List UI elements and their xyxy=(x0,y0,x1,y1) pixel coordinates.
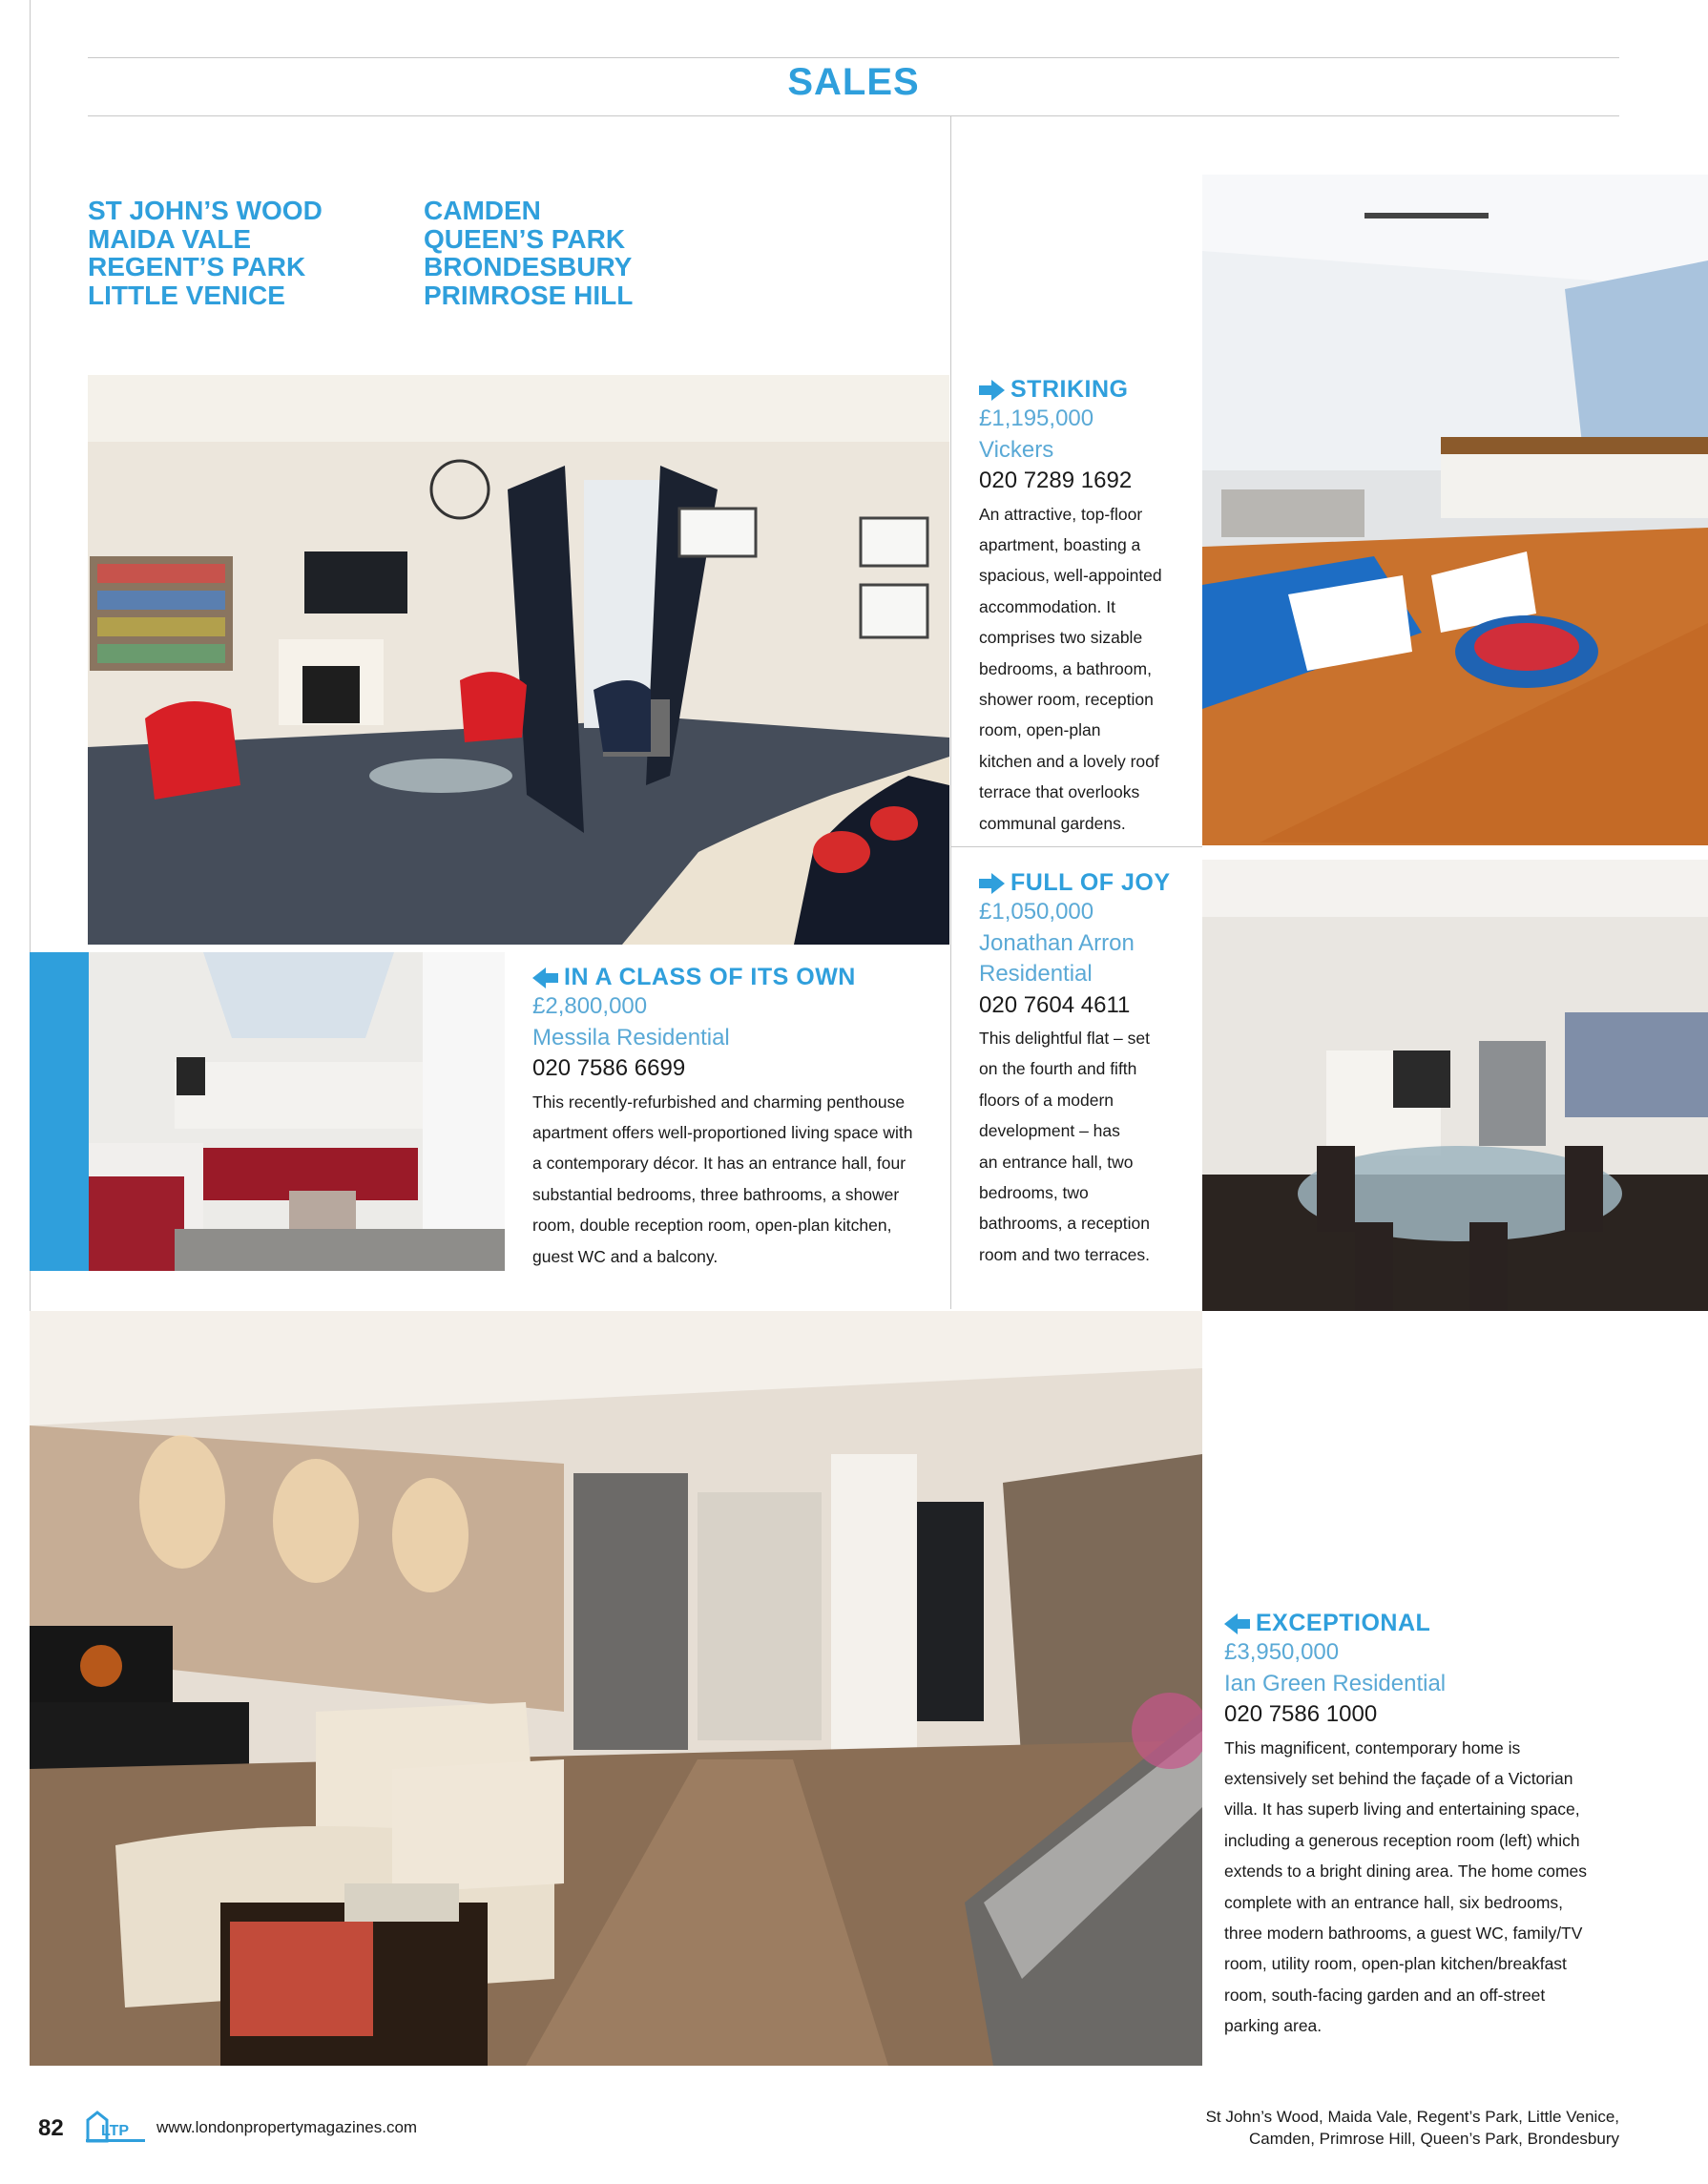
description-line: accommodation. It xyxy=(979,596,1115,616)
listing-description xyxy=(979,1023,1198,1270)
listing-price: £3,950,000 xyxy=(1224,1639,1340,1665)
footer-url[interactable]: www.londonpropertymagazines.com xyxy=(156,2118,418,2136)
dining-room-photo xyxy=(1202,860,1708,1311)
area-item: BRONDESBURY xyxy=(424,252,633,281)
area-item: ST JOHN’S WOOD xyxy=(88,196,323,225)
description-line: bathrooms, a reception xyxy=(979,1214,1150,1234)
description-line: on the fourth and fifth xyxy=(979,1059,1137,1079)
footer-areas xyxy=(1206,2106,1619,2150)
logo-text: LTP xyxy=(101,2123,130,2139)
reception-room-photo xyxy=(30,1311,1202,2066)
description-line: kitchen and a lovely roof xyxy=(979,751,1159,771)
description-line: room and two terraces. xyxy=(979,1244,1150,1264)
description-line: complete with an entrance hall, six bedrooms, xyxy=(1224,1892,1564,1912)
listing-description xyxy=(1224,1733,1644,2042)
area-list-2 xyxy=(424,197,633,309)
listing-agent: Jonathan Arron xyxy=(979,929,1135,956)
headline-text: EXCEPTIONAL xyxy=(1256,1610,1431,1636)
description-line: This delightful flat – set xyxy=(979,1029,1150,1048)
description-line: room, open-plan xyxy=(979,720,1101,740)
listing-description xyxy=(532,1087,952,1272)
accent-bar xyxy=(30,952,89,1271)
description-line: an entrance hall, two xyxy=(979,1152,1134,1172)
listing-striking xyxy=(979,376,1198,839)
description-line: parking area. xyxy=(1224,2016,1323,2036)
description-line: terrace that overlooks xyxy=(979,782,1140,802)
listing-price: £1,195,000 xyxy=(979,406,1094,431)
listing-price: £2,800,000 xyxy=(532,993,648,1019)
listing-phone: 020 7586 1000 xyxy=(1224,1701,1378,1727)
header-bottom-rule xyxy=(88,115,1619,116)
description-line: three modern bathrooms, a guest WC, family/TV xyxy=(1224,1923,1583,1943)
description-line: including a generous reception room (left) which xyxy=(1224,1830,1580,1850)
penthouse-kitchen-photo xyxy=(89,952,505,1271)
listing-phone: 020 7289 1692 xyxy=(979,468,1133,493)
arrow-right-icon xyxy=(979,380,1005,401)
area-item: PRIMROSE HILL xyxy=(424,280,634,310)
listing-agent: Residential xyxy=(979,961,1093,987)
description-line: guest WC and a balcony. xyxy=(532,1246,719,1266)
area-item: CAMDEN xyxy=(424,196,541,225)
description-line: development – has xyxy=(979,1121,1120,1141)
headline-text: STRIKING xyxy=(1010,376,1129,403)
listing-description xyxy=(979,499,1198,839)
listing-price: £1,050,000 xyxy=(979,899,1094,925)
description-line: This recently-refurbished and charming penthouse xyxy=(532,1092,906,1112)
footer-areas-line: St John’s Wood, Maida Vale, Regent’s Park, Little Venice, xyxy=(1205,2108,1619,2126)
description-line: shower room, reception xyxy=(979,689,1154,709)
listing-phone: 020 7586 6699 xyxy=(532,1055,686,1081)
description-line: This magnificent, contemporary home is xyxy=(1224,1737,1521,1758)
description-line: bedrooms, two xyxy=(979,1183,1089,1203)
description-line: extensively set behind the façade of a Victorian xyxy=(1224,1768,1573,1788)
description-line: room, south-facing garden and an off-street xyxy=(1224,1985,1546,2005)
listing-phone: 020 7604 4611 xyxy=(979,991,1131,1018)
listing-headline xyxy=(979,869,1198,897)
description-line: apartment, boasting a xyxy=(979,534,1141,554)
header-top-rule xyxy=(88,57,1619,58)
description-line: comprises two sizable xyxy=(979,628,1143,648)
description-line: spacious, well-appointed xyxy=(979,566,1162,586)
description-line: apartment offers well-proportioned living space with xyxy=(532,1122,913,1142)
description-line: communal gardens. xyxy=(979,813,1126,833)
area-item: REGENT’S PARK xyxy=(88,252,306,281)
footer-areas-line: Camden, Primrose Hill, Queen’s Park, Brondesbury xyxy=(1248,2130,1619,2148)
arrow-left-icon xyxy=(1224,1613,1250,1634)
description-line: floors of a modern xyxy=(979,1090,1114,1110)
area-item: LITTLE VENICE xyxy=(88,280,285,310)
headline-text: FULL OF JOY xyxy=(1010,869,1171,896)
arrow-right-icon xyxy=(979,873,1005,894)
description-line: a contemporary décor. It has an entrance hall, four xyxy=(532,1154,906,1174)
description-line: extends to a bright dining area. The home comes xyxy=(1224,1862,1588,1882)
ltp-logo xyxy=(84,2111,147,2143)
description-line: villa. It has superb living and entertaining space, xyxy=(1224,1799,1580,1820)
section-title: SALES xyxy=(787,61,920,103)
arrow-left-icon xyxy=(532,967,558,988)
listing-agent: Vickers xyxy=(979,436,1054,463)
description-line: room, utility room, open-plan kitchen/breakfast xyxy=(1224,1954,1567,1974)
headline-text: IN A CLASS OF ITS OWN xyxy=(564,964,856,990)
listing-headline xyxy=(979,376,1198,404)
listing-headline xyxy=(532,964,952,991)
area-item: MAIDA VALE xyxy=(88,223,252,254)
listing-divider-rule xyxy=(951,846,1202,847)
listing-agent: Ian Green Residential xyxy=(1224,1670,1447,1696)
description-line: room, double reception room, open-plan kitchen, xyxy=(532,1216,892,1236)
description-line: substantial bedrooms, three bathrooms, a shower xyxy=(532,1184,900,1204)
living-room-photo xyxy=(88,375,949,945)
area-item: QUEEN’S PARK xyxy=(424,223,626,254)
open-plan-kitchen-photo xyxy=(1202,175,1708,845)
area-list-1 xyxy=(88,197,323,309)
listing-full-of-joy xyxy=(979,869,1198,1270)
description-line: An attractive, top-floor xyxy=(979,504,1143,524)
listing-exceptional xyxy=(1224,1610,1644,2042)
listing-agent: Messila Residential xyxy=(532,1024,730,1050)
listing-headline xyxy=(1224,1610,1644,1637)
page-number: 82 xyxy=(38,2115,64,2141)
listing-class-of-its-own xyxy=(532,964,952,1272)
description-line: bedrooms, a bathroom, xyxy=(979,658,1152,678)
